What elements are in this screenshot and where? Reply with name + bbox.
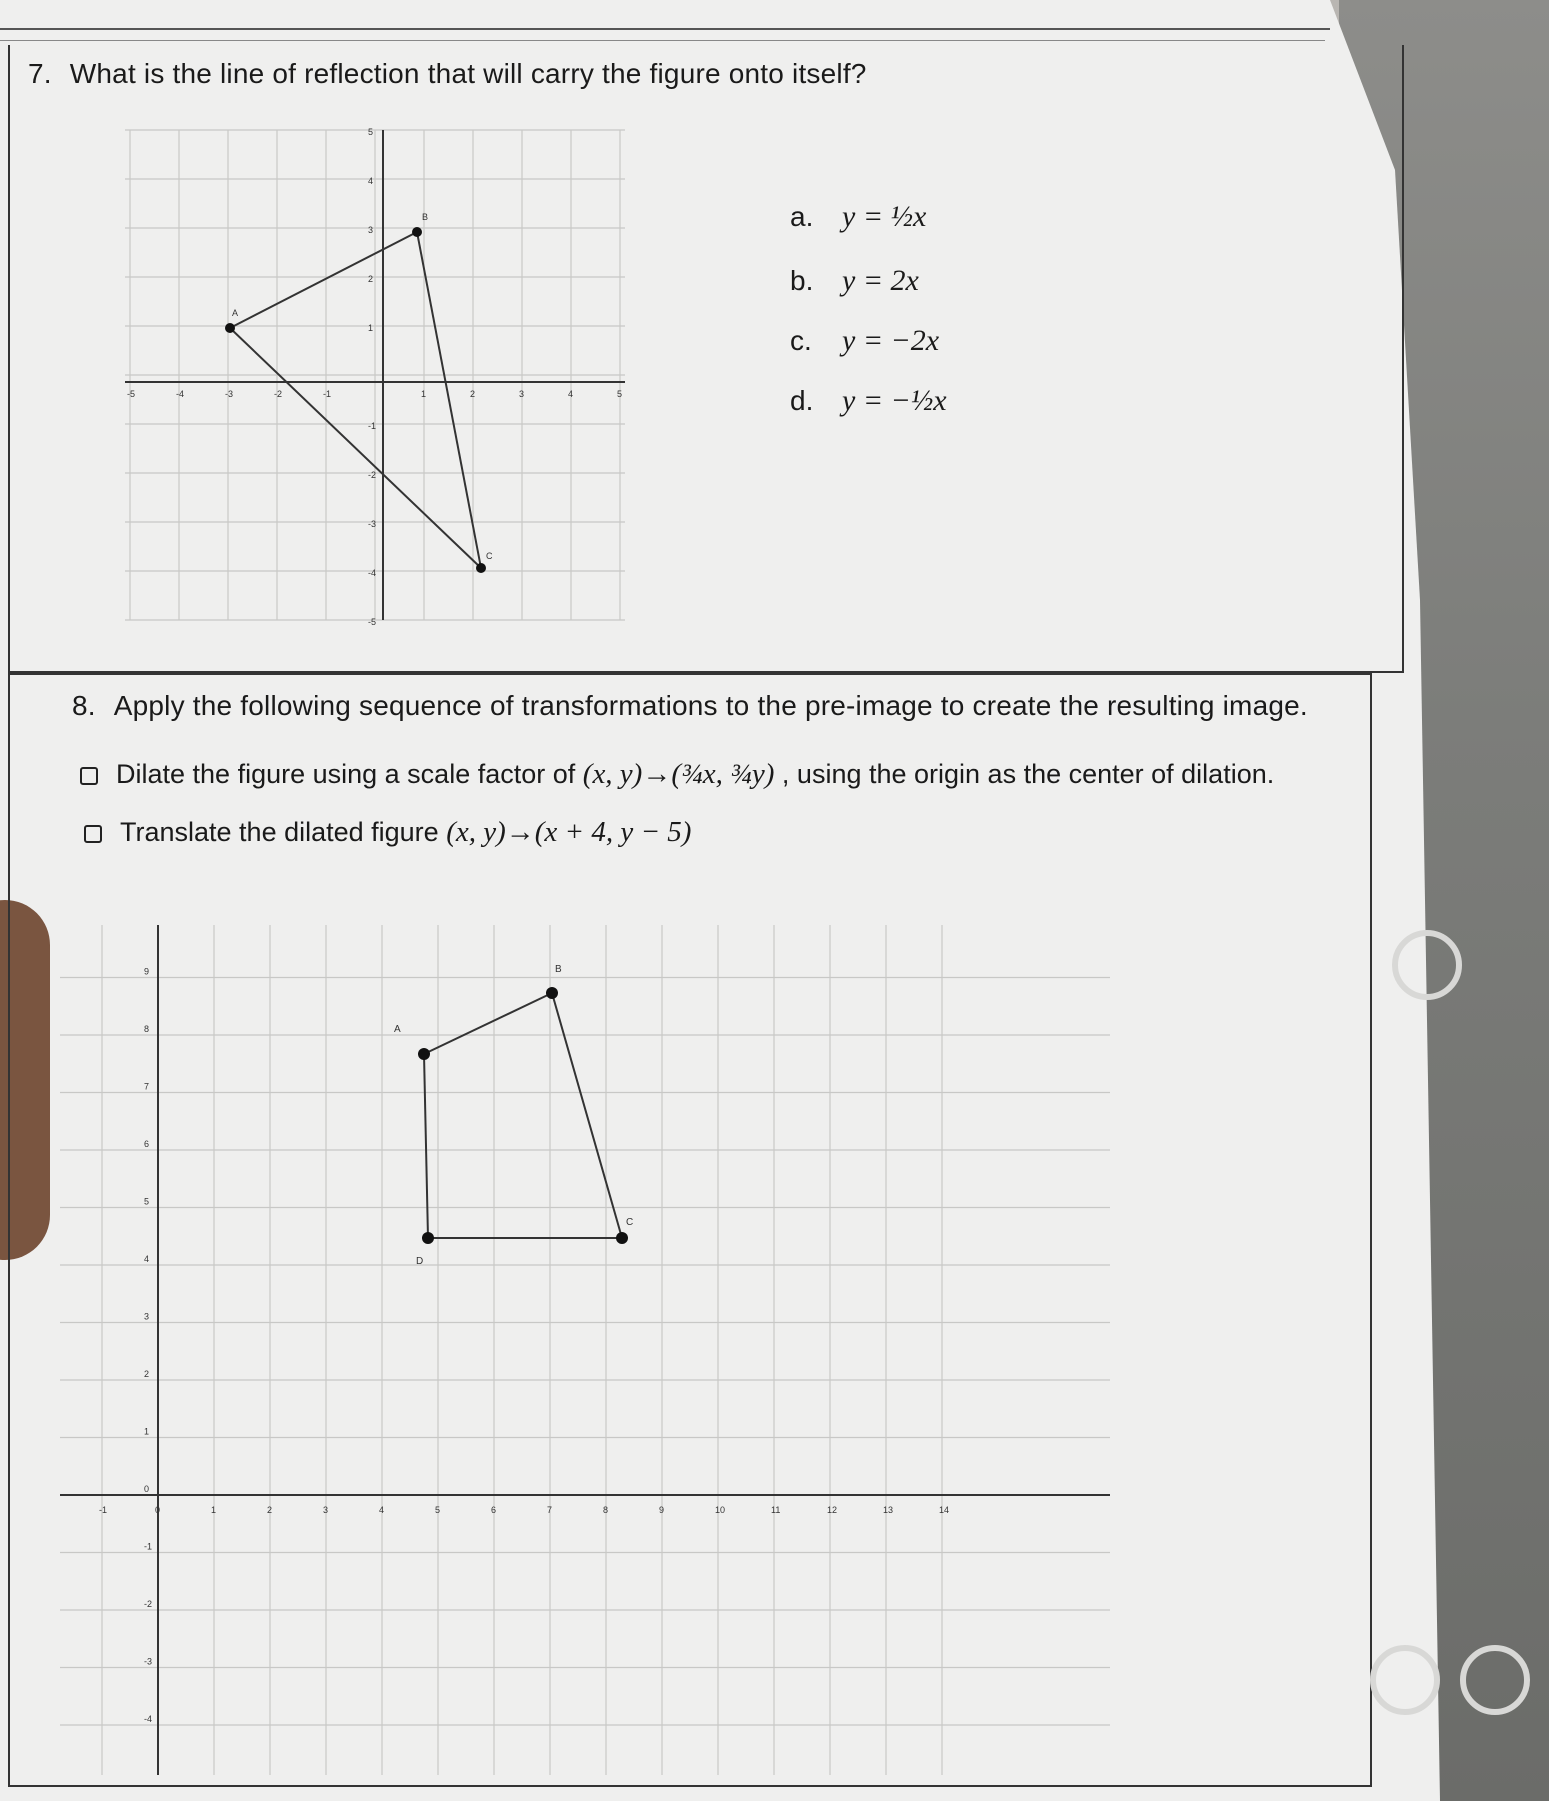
y-tick-label: 1 — [368, 323, 374, 333]
y-tick-label: -4 — [368, 568, 377, 578]
segment-da — [424, 1054, 428, 1238]
x-tick-label: 4 — [568, 389, 574, 399]
dilation-rule: (x, y)→(¾x, ¾y) — [582, 758, 775, 790]
choice-b[interactable] — [790, 264, 919, 298]
x-tick-label: 1 — [211, 1505, 217, 1515]
x-tick-label: 11 — [771, 1505, 781, 1515]
y-tick-label: 2 — [368, 274, 374, 284]
y-tick-label: 1 — [144, 1426, 150, 1437]
x-tick-label: 3 — [519, 389, 525, 399]
y-tick-label: 7 — [144, 1081, 150, 1092]
y-tick-label: -3 — [144, 1656, 153, 1667]
x-tick-label: -1 — [323, 389, 332, 399]
y-tick-label: 5 — [368, 127, 374, 137]
y-tick-label: -3 — [368, 519, 377, 529]
binder-hole — [1370, 1645, 1440, 1715]
vertex-c — [616, 1232, 628, 1244]
x-tick-label: 3 — [323, 1505, 329, 1515]
x-tick-label: 6 — [491, 1505, 497, 1515]
choice-letter: d. — [790, 385, 814, 416]
question-number: 7. — [28, 58, 52, 89]
y-tick-label: 3 — [368, 225, 374, 235]
question-number: 8. — [72, 690, 96, 721]
y-tick-label: 4 — [144, 1254, 150, 1264]
x-tick-label: 4 — [379, 1505, 385, 1515]
y-tick-label: -2 — [368, 470, 377, 480]
vertex-label-c: C — [486, 551, 493, 561]
divider — [0, 40, 1325, 41]
vertex-b — [546, 987, 558, 999]
x-tick-label: -3 — [225, 389, 234, 399]
vertex-label-b: B — [422, 212, 429, 222]
y-tick-label: 8 — [144, 1024, 150, 1034]
x-tick-label: 2 — [267, 1505, 273, 1515]
choice-a[interactable] — [790, 200, 926, 234]
x-tick-label: 7 — [547, 1505, 553, 1515]
choice-expression: y = 2x — [842, 264, 919, 297]
step-dilate — [80, 758, 1274, 791]
translation-rule: (x, y)→(x + 4, y − 5) — [446, 816, 692, 848]
y-tick-label: 6 — [144, 1139, 150, 1149]
vertex-label-a: A — [232, 308, 239, 318]
vertex-label-a: A — [394, 1024, 401, 1035]
choice-d[interactable] — [790, 384, 947, 418]
y-tick-label: 5 — [144, 1196, 150, 1207]
y-tick-label: 9 — [144, 966, 150, 977]
step-text: Dilate the figure using a scale factor of — [116, 759, 576, 789]
binder-hole — [1392, 930, 1462, 1000]
step-text: Translate the dilated figure — [120, 817, 439, 847]
step-checkbox[interactable] — [80, 767, 98, 785]
vertex-label-c: C — [626, 1217, 634, 1228]
vertex-a — [418, 1048, 430, 1060]
y-tick-label: 0 — [144, 1484, 150, 1494]
choice-letter: b. — [790, 265, 814, 296]
choice-expression: y = −2x — [842, 324, 940, 357]
vertex-label-b: B — [555, 964, 562, 975]
choice-c[interactable] — [790, 324, 939, 358]
x-tick-label: 2 — [470, 389, 476, 399]
x-tick-label: 14 — [939, 1505, 950, 1515]
x-tick-label: 12 — [827, 1505, 838, 1515]
y-tick-label: 3 — [144, 1311, 150, 1322]
question-text: What is the line of reflection that will carry the figure onto itself? — [69, 58, 867, 89]
choice-letter: a. — [790, 201, 814, 232]
x-tick-label: -2 — [274, 389, 283, 399]
vertex-a — [225, 323, 235, 333]
x-tick-label: -5 — [127, 389, 136, 399]
x-tick-label: -1 — [99, 1505, 108, 1515]
divider — [0, 28, 1330, 30]
vertex-b — [412, 227, 422, 237]
segment-ca — [230, 328, 481, 568]
choice-expression: y = ½x — [842, 200, 927, 233]
y-tick-label: -4 — [144, 1714, 153, 1724]
question-text: Apply the following sequence of transformations to the pre-image to create the resulting image. — [113, 690, 1308, 721]
x-tick-label: 5 — [435, 1505, 441, 1515]
y-tick-label: -1 — [368, 421, 377, 431]
vertex-c — [476, 563, 486, 573]
question-8 — [72, 690, 1308, 722]
x-tick-label: 5 — [617, 389, 623, 399]
segment-bc — [417, 232, 481, 568]
y-tick-label: 2 — [144, 1369, 150, 1379]
question-7-graph — [120, 125, 630, 625]
question-8-graph — [60, 920, 1120, 1780]
step-checkbox[interactable] — [84, 825, 102, 843]
x-tick-label: -4 — [176, 389, 185, 399]
question-7 — [28, 58, 867, 90]
x-tick-label: 9 — [659, 1505, 665, 1515]
step-text: , using the origin as the center of dilation. — [781, 759, 1275, 789]
y-tick-label: -5 — [368, 617, 377, 625]
y-tick-label: -2 — [144, 1599, 153, 1609]
y-tick-label: -1 — [144, 1541, 153, 1552]
segment-ab — [424, 993, 552, 1054]
x-tick-label: 1 — [421, 389, 427, 399]
x-tick-label: 13 — [883, 1505, 894, 1515]
y-tick-label: 4 — [368, 176, 374, 186]
choice-expression: y = −½x — [842, 384, 947, 417]
segment-ab — [230, 232, 417, 328]
vertex-d — [422, 1232, 434, 1244]
binder-hole — [1460, 1645, 1530, 1715]
x-tick-label: 0 — [155, 1505, 161, 1515]
vertex-label-d: D — [416, 1256, 424, 1267]
x-tick-label: 8 — [603, 1505, 609, 1515]
step-translate — [84, 816, 691, 849]
choice-letter: c. — [790, 325, 812, 356]
segment-bc — [552, 993, 622, 1238]
x-tick-label: 10 — [715, 1505, 726, 1515]
